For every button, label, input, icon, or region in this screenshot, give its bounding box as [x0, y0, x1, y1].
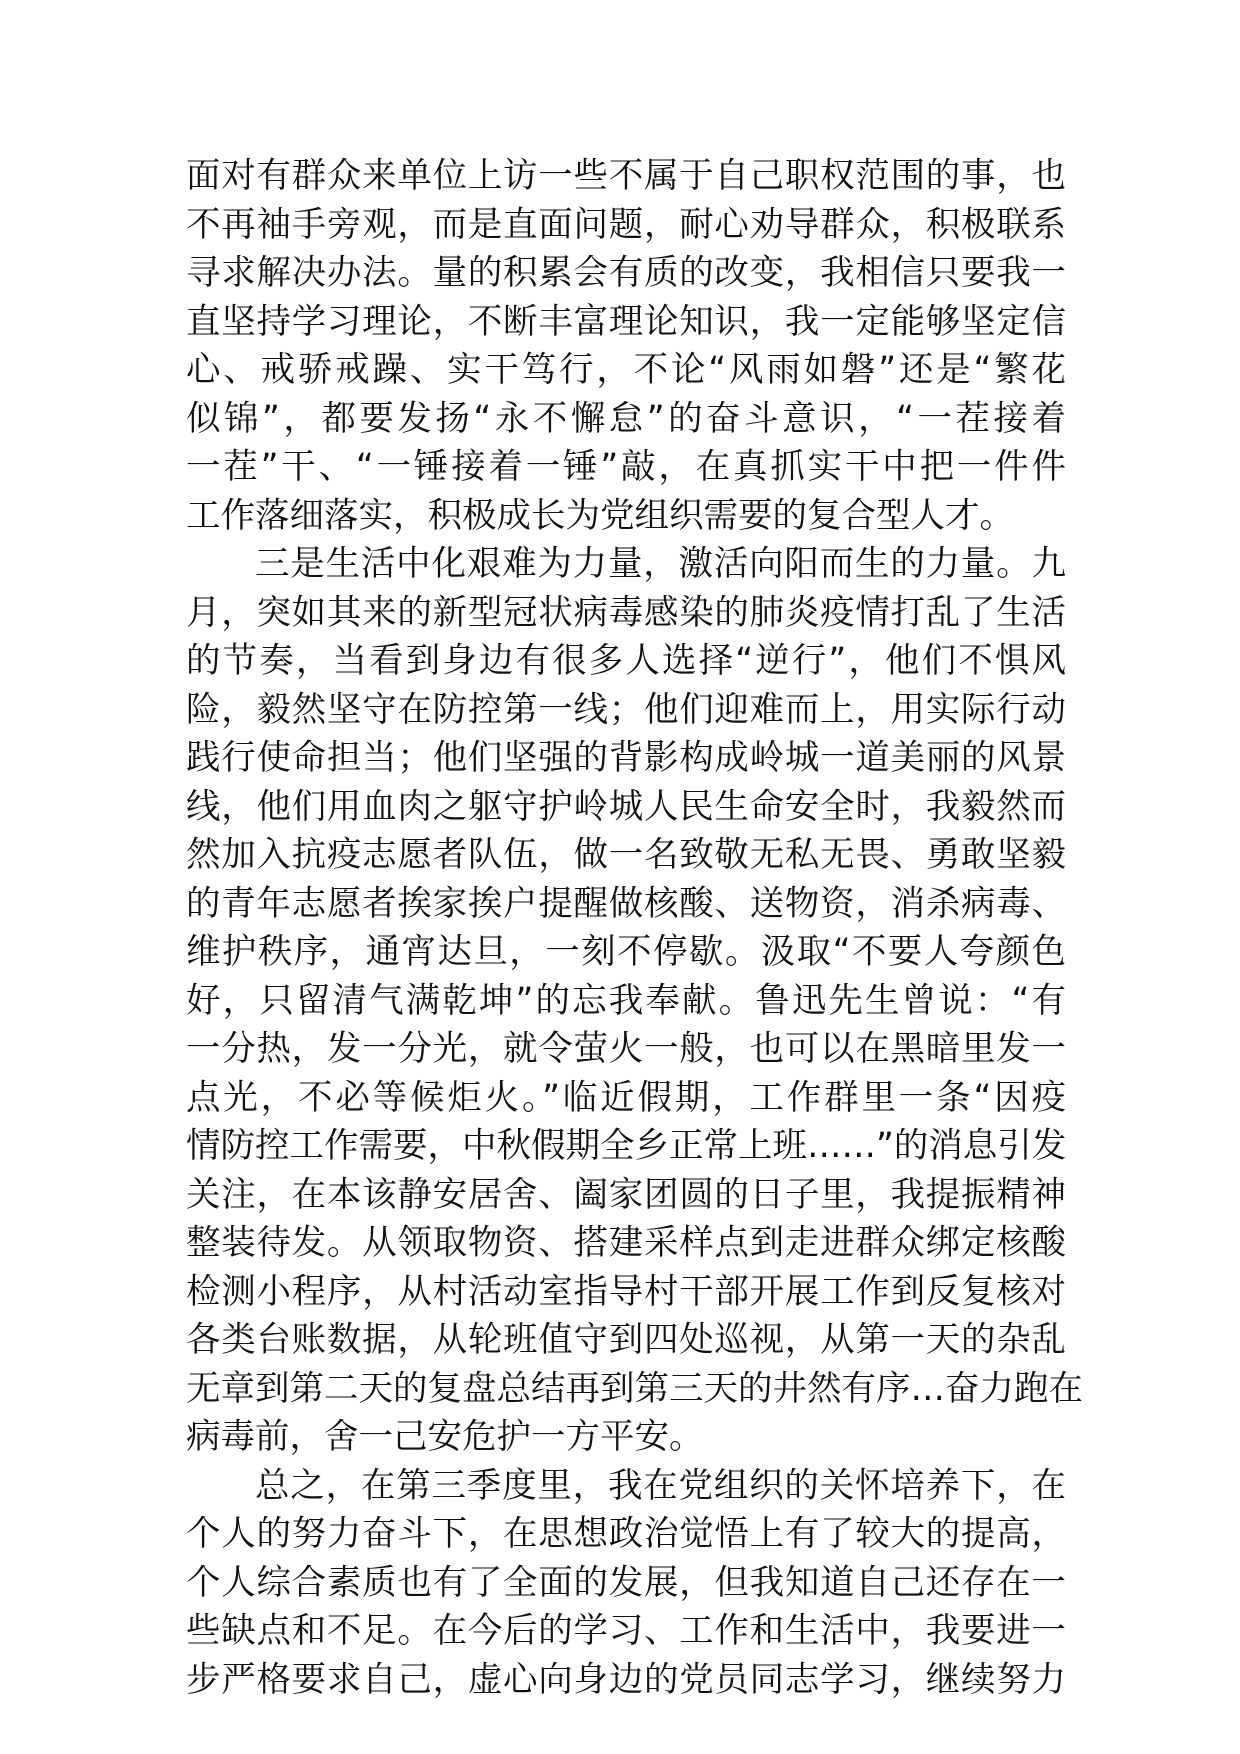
- text-line: 一分热，发一分光，就令萤火一般，也可以在黑暗里发一: [186, 1029, 1066, 1069]
- text-line: 的青年志愿者挨家挨户提醒做核酸、送物资，消杀病毒、: [186, 883, 1066, 924]
- text-line: 个人的努力奋斗下，在思想政治觉悟上有了较大的提高，: [186, 1514, 1066, 1554]
- text-line: 工作落细落实，积极成长为党组织需要的复合型人才。: [186, 495, 1014, 536]
- text-line: 一茬”干、“一锤接着一锤”敲，在真抓实干中把一件件: [186, 447, 1066, 487]
- text-line: 整装待发。从领取物资、搭建采样点到走进群众绑定核酸: [186, 1223, 1066, 1263]
- text-line: 心、戒骄戒躁、实干笃行，不论“风雨如磐”还是“繁花: [186, 350, 1066, 390]
- text-line: 些缺点和不足。在今后的学习、工作和生活中，我要进一: [186, 1611, 1066, 1651]
- text-line: 不再袖手旁观，而是直面问题，耐心劝导群众，积极联系: [186, 204, 1066, 245]
- text-line: 关注，在本该静安居舍、阖家团圆的日子里，我提振精神: [186, 1174, 1066, 1215]
- text-line: 病毒前，舍一己安危护一方平安。: [186, 1417, 704, 1457]
- text-line: 情防控工作需要，中秋假期全乡正常上班……”的消息引发: [186, 1126, 1067, 1166]
- text-line: 寻求解决办法。量的积累会有质的改变，我相信只要我一: [186, 253, 1066, 293]
- text-line: 践行使命担当；他们坚强的背影构成岭城一道美丽的风景: [186, 738, 1066, 778]
- text-line: 似锦”，都要发扬“永不懈怠”的奋斗意识，“一茬接着: [186, 398, 1066, 439]
- paragraph-first-line: 总之，在第三季度里，我在党组织的关怀培养下，在: [255, 1465, 1066, 1506]
- text-line: 然加入抗疫志愿者队伍，做一名致敬无私无畏、勇敢坚毅: [186, 835, 1066, 875]
- text-line: 无章到第二天的复盘总结再到第三天的井然有序…奋力跑在: [186, 1368, 1083, 1409]
- text-line: 点光，不必等候炬火。”临近假期，工作群里一条“因疫: [186, 1077, 1066, 1118]
- text-line: 的节奏，当看到身边有很多人选择“逆行”，他们不惧风: [186, 641, 1066, 681]
- paragraph-first-line: 三是生活中化艰难为力量，激活向阳而生的力量。九: [255, 544, 1066, 584]
- text-line: 各类台账数据，从轮班值守到四处巡视，从第一天的杂乱: [186, 1320, 1066, 1360]
- text-line: 直坚持学习理论，不断丰富理论知识，我一定能够坚定信: [186, 301, 1066, 342]
- text-line: 个人综合素质也有了全面的发展，但我知道自己还存在一: [186, 1562, 1066, 1603]
- text-line: 险，毅然坚守在防控第一线；他们迎难而上，用实际行动: [186, 689, 1066, 730]
- text-line: 步严格要求自己，虚心向身边的党员同志学习，继续努力: [186, 1659, 1066, 1700]
- text-line: 检测小程序，从村活动室指导村干部开展工作到反复核对: [186, 1271, 1066, 1312]
- text-line: 维护秩序，通宵达旦，一刻不停歇。汲取“不要人夸颜色: [186, 932, 1066, 972]
- text-line: 面对有群众来单位上访一些不属于自己职权范围的事，也: [186, 156, 1066, 196]
- text-line: 线，他们用血肉之躯守护岭城人民生命安全时，我毅然而: [186, 786, 1066, 827]
- text-line: 月，突如其来的新型冠状病毒感染的肺炎疫情打乱了生活: [186, 592, 1066, 633]
- body-text: [186, 152, 1083, 1704]
- text-line: 好，只留清气满乾坤”的忘我奉献。鲁迅先生曾说：“有: [186, 980, 1066, 1021]
